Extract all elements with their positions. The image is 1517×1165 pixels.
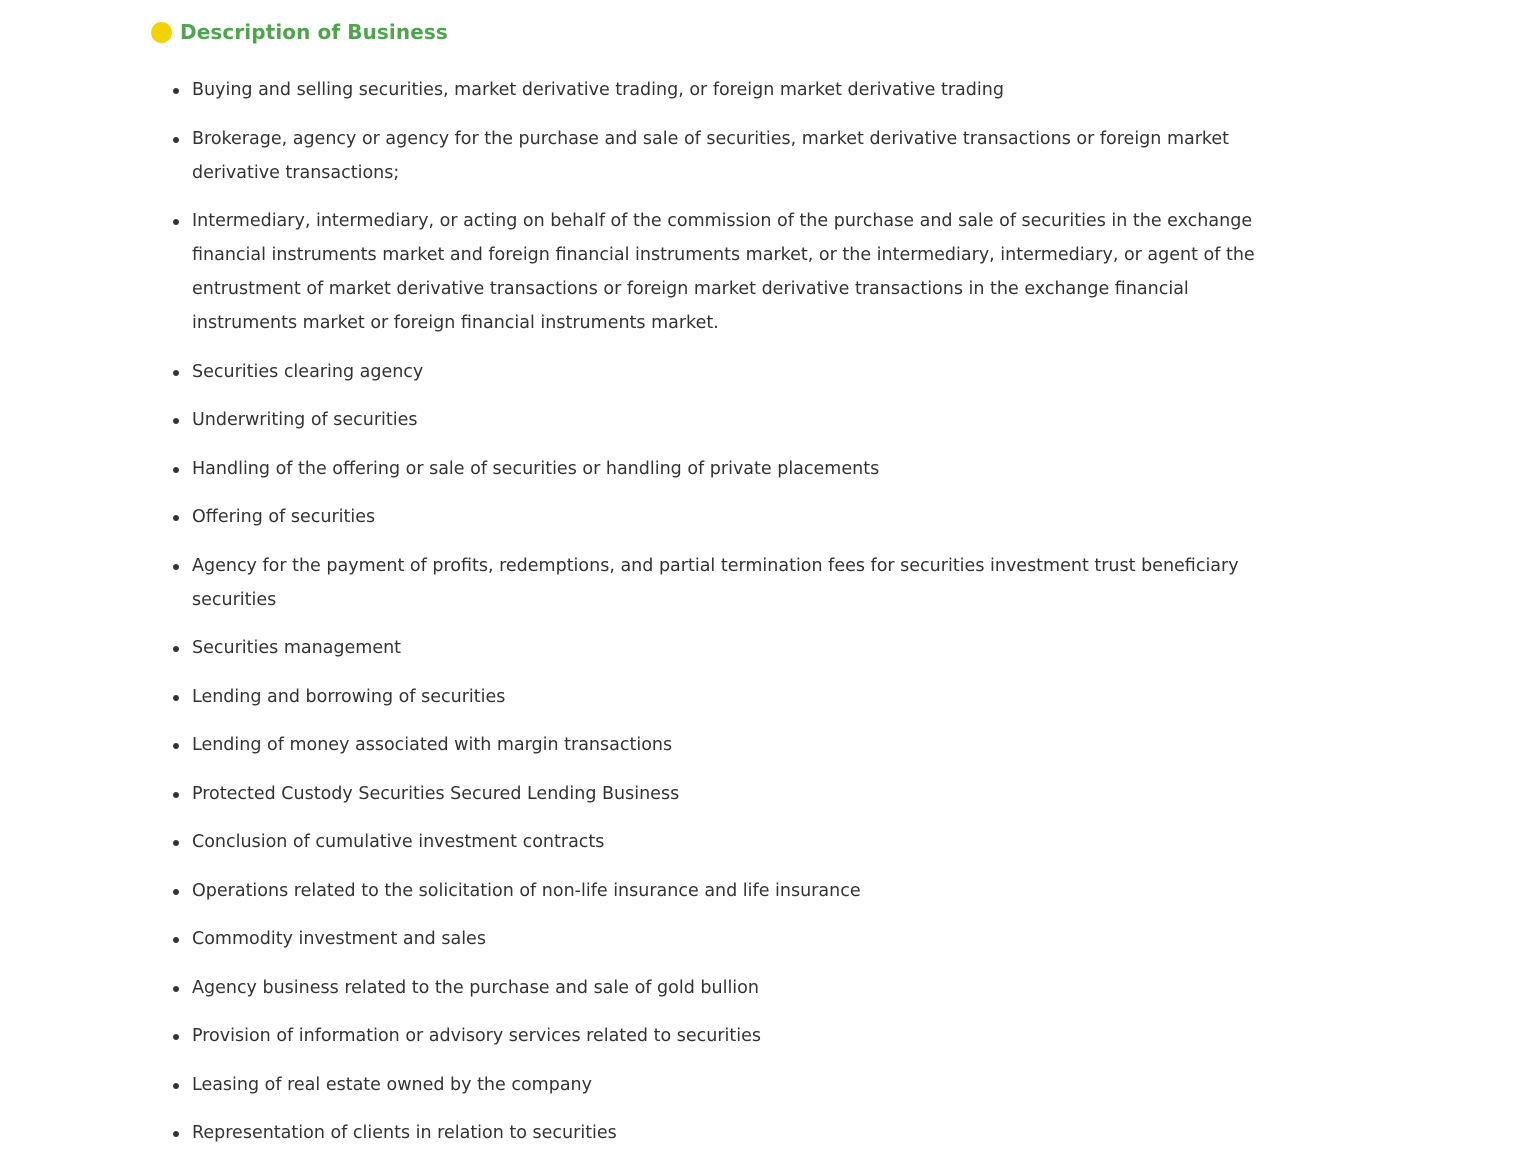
business-description-section: [150, 0, 1260, 1143]
list-item-text: Provision of information or advisory services related to securities: [192, 1026, 761, 1046]
business-list: [173, 73, 1258, 1165]
list-item-text: Commodity investment and sales: [192, 929, 486, 949]
list-item: [173, 631, 1258, 665]
list-item-text: Operations related to the solicitation of non-life insurance and life insurance: [192, 880, 861, 901]
bullet-icon: [173, 646, 179, 652]
list-item-text: Underwriting of securities: [192, 410, 418, 430]
bullet-icon: [173, 418, 179, 424]
list-item-text: Protected Custody Securities Secured Lending Business: [192, 783, 680, 804]
list-item-text: Lending of money associated with margin transactions: [192, 735, 673, 755]
list-item: [173, 825, 1258, 859]
list-item: [173, 874, 1258, 908]
list-item: [173, 403, 1258, 437]
bullet-icon: [173, 695, 179, 701]
bullet-icon: [173, 1083, 179, 1089]
list-item-text: Handling of the offering or sale of securities or handling of private placements: [192, 458, 880, 479]
bullet-icon: [173, 986, 179, 992]
list-item: [173, 777, 1258, 811]
list-item: [173, 355, 1258, 389]
yellow-dot-icon: [151, 22, 172, 43]
bullet-icon: [173, 88, 179, 94]
list-item: [173, 1116, 1258, 1150]
list-item: [173, 922, 1258, 956]
bullet-icon: [173, 792, 179, 798]
bullet-icon: [173, 137, 179, 143]
list-item-text: Buying and selling securities, market derivative trading, or foreign market derivative trading: [192, 80, 1004, 100]
list-item-text: Securities management: [192, 638, 402, 658]
list-item-text: Securities clearing agency: [192, 361, 424, 382]
bullet-icon: [173, 219, 179, 225]
bullet-icon: [173, 1131, 179, 1137]
bullet-icon: [173, 515, 179, 521]
list-item: [173, 500, 1258, 534]
list-item-text: Offering of securities: [192, 507, 376, 527]
list-item: [173, 204, 1258, 340]
bullet-icon: [173, 1034, 179, 1040]
list-item: [173, 73, 1258, 107]
list-item-text: Leasing of real estate owned by the company: [192, 1074, 593, 1095]
list-item-text: Conclusion of cumulative investment contracts: [192, 832, 605, 852]
bullet-icon: [173, 370, 179, 376]
list-item-text: Agency business related to the purchase and sale of gold bullion: [192, 977, 759, 998]
list-item: [173, 728, 1258, 762]
list-item-text: Intermediary, intermediary, or acting on behalf of the commission of the purchase and sale of securities in the exchange financial instruments market and foreign financial instruments market, or the intermediary, intermediary, or agent of the entrustment of market derivative transactions or foreign market derivative transactions in the exchange financial instruments market or foreign financial instruments market.: [192, 211, 1255, 333]
list-item: [173, 452, 1258, 486]
list-item-text: Lending and borrowing of securities: [192, 686, 506, 707]
list-item: [173, 1068, 1258, 1102]
list-item: [173, 1019, 1258, 1053]
list-item-text: Representation of clients in relation to securities: [192, 1123, 617, 1143]
section-title: Description of Business: [180, 20, 448, 44]
bullet-icon: [173, 889, 179, 895]
bullet-icon: [173, 743, 179, 749]
list-item: [173, 680, 1258, 714]
list-item: [173, 549, 1258, 617]
bullet-icon: [173, 840, 179, 846]
section-heading: [150, 19, 1260, 45]
list-item: [173, 122, 1258, 190]
bullet-icon: [173, 467, 179, 473]
list-item-text: Brokerage, agency or agency for the purchase and sale of securities, market derivative transactions or foreign market derivative transactions;: [192, 128, 1230, 183]
list-item-text: Agency for the payment of profits, redemptions, and partial termination fees for securities investment trust beneficiary securities: [192, 555, 1239, 610]
list-item: [173, 971, 1258, 1005]
bullet-icon: [173, 937, 179, 943]
bullet-icon: [173, 564, 179, 570]
